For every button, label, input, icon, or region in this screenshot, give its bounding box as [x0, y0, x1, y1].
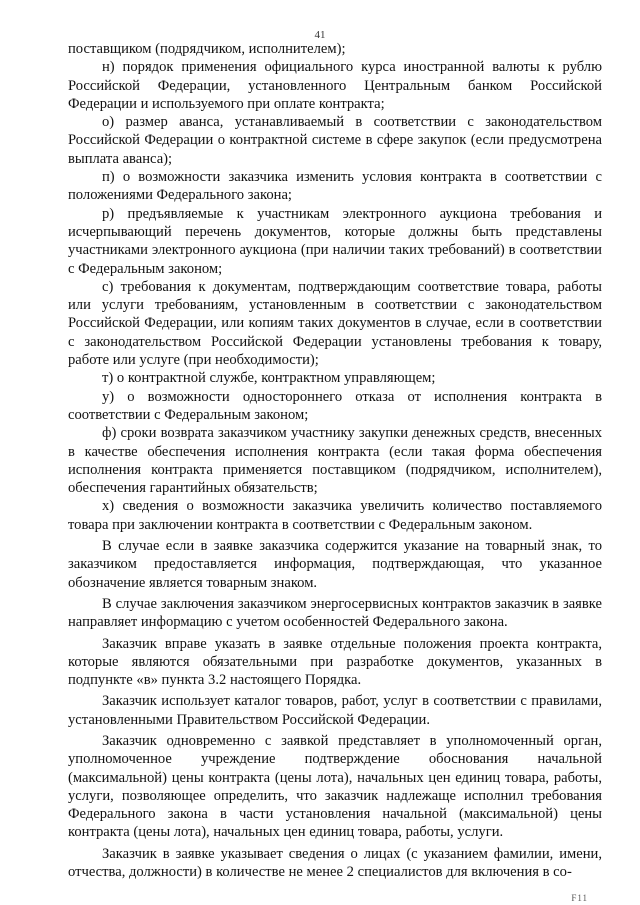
paragraph-item-r: р) предъявляемые к участникам электронного аукциона требования и исчерпывающий перечень документов, которые должны быть представлены участниками электронного аукциона (при наличии таких требований) в соответствии с Федеральным законом; — [68, 205, 602, 277]
paragraph-continuation: поставщиком (подрядчиком, исполнителем); — [68, 41, 346, 57]
footer-mark: F11 — [571, 893, 588, 903]
paragraph-trademark: В случае если в заявке заказчика содержится указание на товарный знак, то заказчиком предоставляется информация, подтверждающая, что указанное обозначение является товарным знаком. — [68, 538, 602, 591]
page-number: 41 — [314, 29, 326, 41]
document-text — [68, 40, 602, 881]
paragraph-item-s: с) требования к документам, подтверждающим соответствие товара, работы или услуги требованиям, установленным в соответствии с законодательством Российской Федерации, или копиям таких документов в случае, если в соответствии с законодательством Российской Федерации установлены требования к товару, работе или услуге (при необходимости); — [68, 278, 602, 369]
paragraph-price-justification: Заказчик одновременно с заявкой представляет в уполномоченный орган, уполномоченное учреждение подтверждение обоснования начальной (максимальной) цены контракта (цены лота), начальных цен единиц товара, работы, услуги, позволяющее определить, что заказчик надлежаще исполнил требования Федерального закона в части установления начальной (максимальной) цены контракта (цены лота), начальных цен единиц товара, работы, услуги. — [68, 732, 602, 841]
paragraph-item-u: у) о возможности одностороннего отказа от исполнения контракта в соответствии с Федеральным законом; — [68, 388, 602, 423]
paragraph-item-o: о) размер аванса, устанавливаемый в соответствии с законодательством Российской Федерации о контрактной системе в сфере закупок (если предусмотрена выплата аванса); — [68, 114, 602, 167]
paragraph-contract-provisions: Заказчик вправе указать в заявке отдельные положения проекта контракта, которые являются обязательными при разработке документов, указанных в подпункте «в» пункта 3.2 настоящего Порядка. — [68, 635, 602, 689]
paragraph-item-kh: х) сведения о возможности заказчика увеличить количество поставляемого товара при заключении контракта в соответствии с Федеральным законом. — [68, 498, 602, 533]
paragraph-catalog: Заказчик использует каталог товаров, работ, услуг в соответствии с правилами, установленными Правительством Российской Федерации. — [68, 693, 602, 728]
paragraph-item-f: ф) сроки возврата заказчиком участнику закупки денежных средств, внесенных в качестве обеспечения исполнения контракта (если такая форма обеспечения исполнения контракта применяется поставщиком (подрядчиком, исполнителем), обеспечения гарантийных обязательств; — [68, 425, 602, 497]
paragraph-item-t: т) о контрактной службе, контрактном управляющем; — [102, 370, 436, 387]
paragraph-specialists: Заказчик в заявке указывает сведения о лицах (с указанием фамилии, имени, отчества, должности) в количестве не менее 2 специалистов для включения в со- — [68, 845, 602, 881]
paragraph-energy-service: В случае заключения заказчиком энергосервисных контрактов заказчик в заявке направляет информацию с учетом особенностей Федерального закона. — [68, 595, 602, 631]
paragraph-item-n: н) порядок применения официального курса иностранной валюты к рублю Российской Федерации, установленного Центральным банком Российской Федерации и используемого при оплате контракта; — [68, 59, 602, 112]
paragraph-item-p: п) о возможности заказчика изменить условия контракта в соответствии с положениями Федерального закона; — [68, 169, 602, 204]
